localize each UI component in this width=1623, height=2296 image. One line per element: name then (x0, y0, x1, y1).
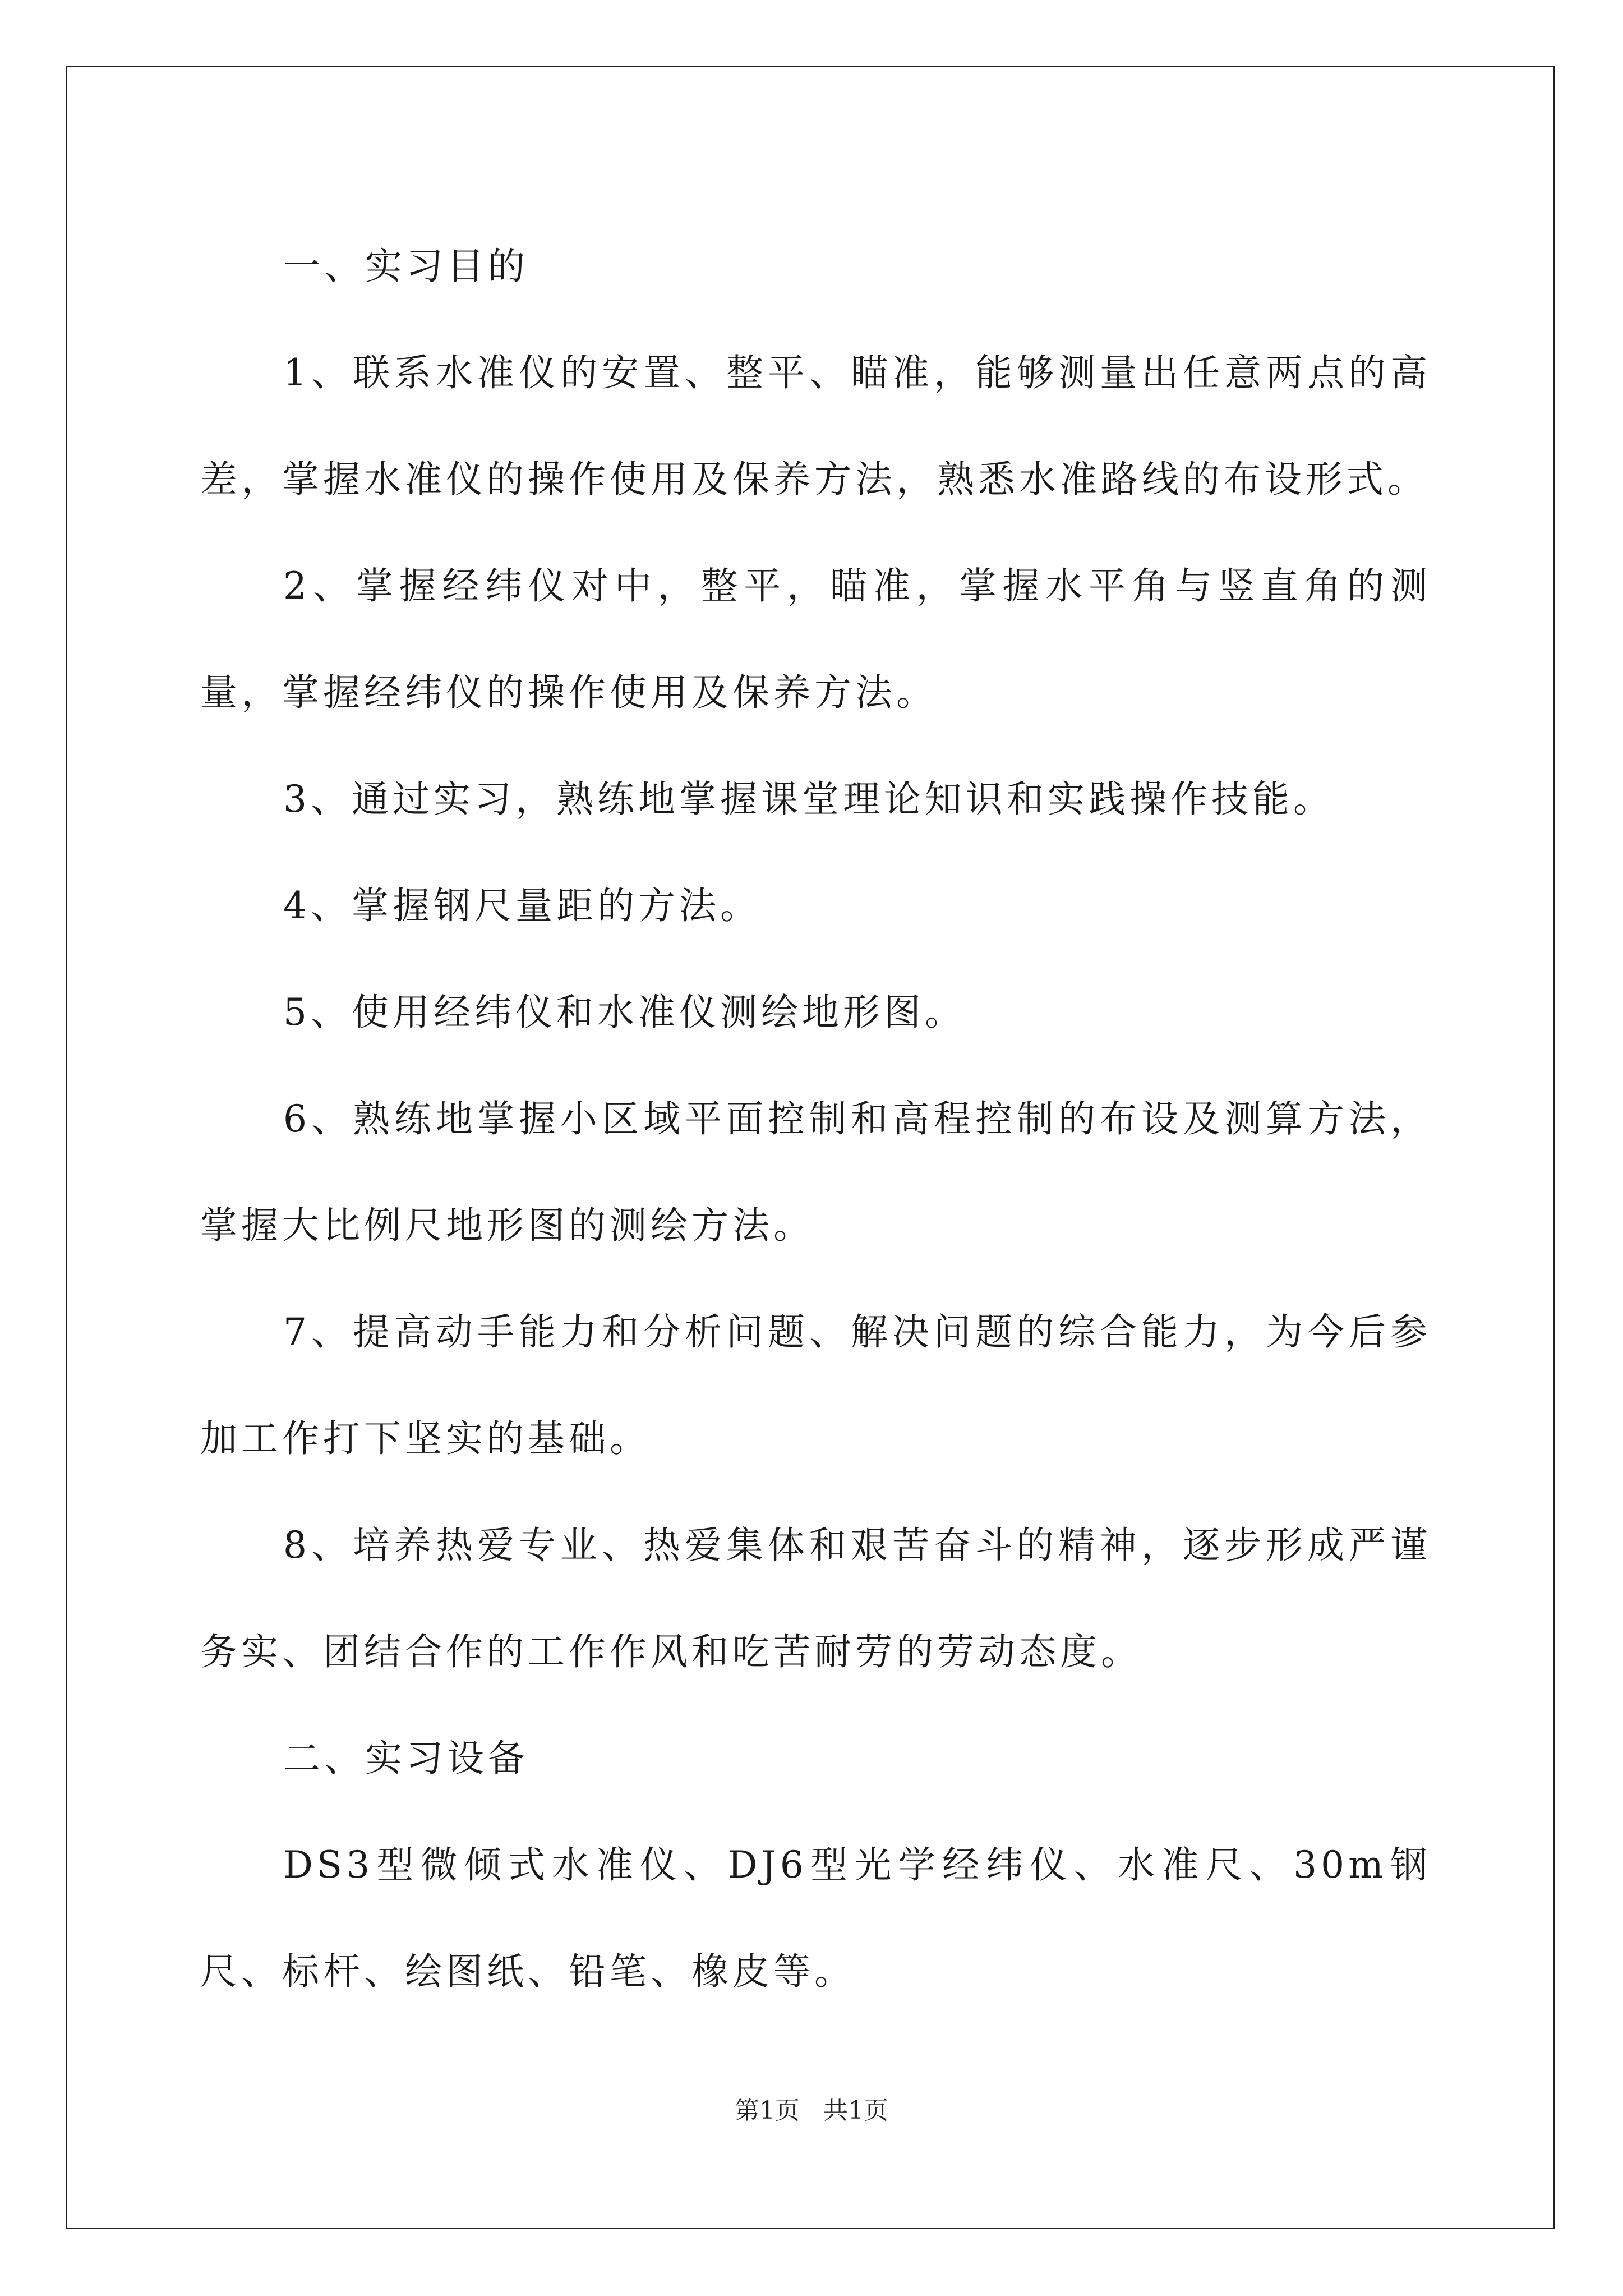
section-heading-purpose: 一、实习目的 (283, 245, 529, 288)
paragraph-item-1: 1、联系水准仪的安置、整平、瞄准，能够测量出任意两点的高差，掌握水准仪的操作使用及保养方法，熟悉水准路线的布设形式。 (200, 351, 1431, 501)
paragraph-item-6: 6、熟练地掌握小区域平面控制和高程控制的布设及测算方法，掌握大比例尺地形图的测绘方法。 (200, 1097, 1431, 1247)
paragraph-item-5: 5、使用经纬仪和水准仪测绘地形图。 (283, 991, 966, 1034)
paragraph-item-3: 3、通过实习，熟练地掌握课堂理论知识和实践操作技能。 (283, 777, 1334, 821)
paragraph-item-4: 4、掌握钢尺量距的方法。 (283, 884, 761, 927)
paragraph-item-7: 7、提高动手能力和分析问题、解决问题的综合能力，为今后参加工作打下坚实的基础。 (200, 1310, 1431, 1460)
page-number-total: 共1页 (823, 2096, 888, 2125)
section-heading-equipment: 二、实习设备 (283, 1737, 529, 1780)
document-body (200, 213, 1431, 2025)
page-footer (0, 2090, 1623, 2126)
paragraph-item-2: 2、掌握经纬仪对中，整平，瞄准，掌握水平角与竖直角的测量，掌握经纬仪的操作使用及保养方法。 (200, 564, 1431, 714)
page-number-current: 第1页 (735, 2096, 800, 2125)
paragraph-equipment-list: DS3型微倾式水准仪、DJ6型光学经纬仪、水准尺、30m钢尺、标杆、绘图纸、铅笔、橡皮等。 (200, 1843, 1431, 1993)
paragraph-item-8: 8、培养热爱专业、热爱集体和艰苦奋斗的精神，逐步形成严谨务实、团结合作的工作作风和吃苦耐劳的劳动态度。 (200, 1524, 1431, 1673)
